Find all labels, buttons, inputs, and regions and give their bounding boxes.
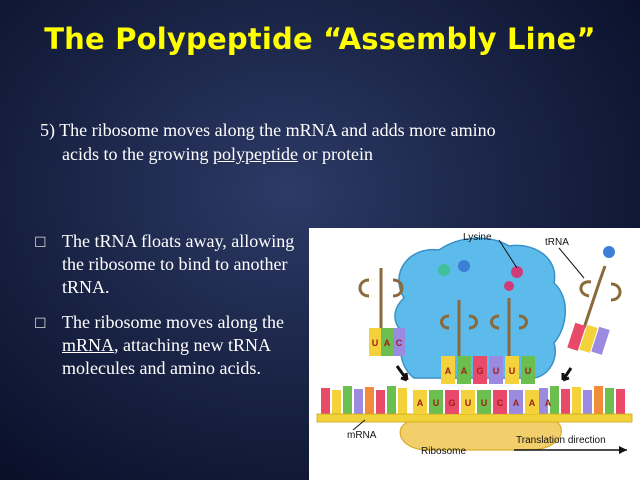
svg-text:A: A: [544, 398, 552, 408]
step-line-2-pre: acids to the growing: [62, 144, 213, 164]
bullet-text-post: , attaching new tRNA molecules and amino acids.: [62, 335, 270, 378]
down-arrow-right-icon: [563, 368, 571, 380]
svg-text:A: A: [416, 398, 424, 408]
label-mrna: mRNA: [347, 430, 377, 441]
label-lysine: Lysine: [463, 232, 492, 243]
step-number: 5): [40, 120, 55, 140]
codon-letters: [417, 398, 552, 408]
svg-text:U: U: [492, 366, 500, 376]
svg-text:C: C: [395, 338, 403, 348]
label-ribosome: Ribosome: [421, 446, 467, 457]
svg-text:U: U: [508, 366, 516, 376]
svg-text:U: U: [432, 398, 440, 408]
svg-text:U: U: [524, 366, 532, 376]
bullet-text-pre: The ribosome moves along the: [62, 312, 284, 332]
bullet-list: [34, 230, 304, 392]
translation-diagram: [309, 228, 640, 480]
svg-text:A: A: [444, 366, 452, 376]
step-line-2: [40, 142, 620, 166]
bullet-text: The tRNA floats away, allowing the ribosome to bind to another tRNA.: [62, 231, 295, 297]
slide-title: The Polypeptide “Assembly Line”: [44, 22, 596, 56]
svg-text:U: U: [464, 398, 472, 408]
svg-text:A: A: [383, 338, 391, 348]
label-direction: Translation direction: [516, 435, 606, 446]
step-text: [40, 118, 620, 166]
checkbox-bullet-icon: ☐: [34, 316, 47, 332]
polypeptide-link[interactable]: polypeptide: [212, 144, 298, 164]
svg-text:A: A: [528, 398, 536, 408]
label-trna: tRNA: [545, 237, 569, 248]
svg-text:A: A: [512, 398, 520, 408]
svg-text:G: G: [448, 398, 456, 408]
trna-pointer: [559, 248, 584, 278]
svg-text:A: A: [460, 366, 468, 376]
right-trna: [567, 246, 620, 355]
bullet-item: [34, 311, 304, 380]
svg-text:C: C: [496, 398, 504, 408]
svg-text:U: U: [480, 398, 488, 408]
svg-text:U: U: [371, 338, 379, 348]
translation-diagram-svg: [309, 228, 640, 480]
mrna-link[interactable]: mRNA: [62, 335, 115, 355]
step-line-2-post: or protein: [297, 144, 373, 164]
checkbox-bullet-icon: ☐: [34, 235, 47, 251]
svg-text:G: G: [476, 366, 484, 376]
step-line-1: The ribosome moves along the mRNA and adds more amino: [59, 120, 496, 140]
bullet-item: [34, 230, 304, 299]
